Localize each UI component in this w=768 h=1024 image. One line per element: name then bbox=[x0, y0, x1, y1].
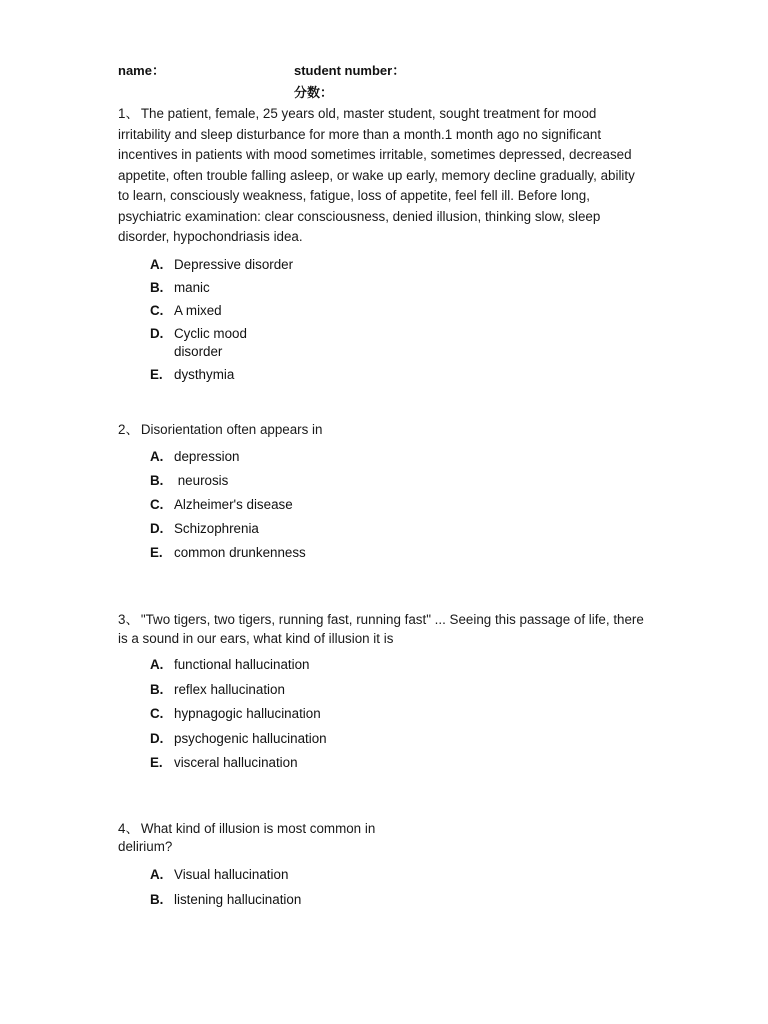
question-text: "Two tigers, two tigers, running fast, running fast" ... Seeing this passage of life, there is a sound in our ears, what kind of illusion it is bbox=[118, 612, 644, 646]
question-text: The patient, female, 25 years old, master student, sought treatment for mood irritability and sleep disturbance for more than a month.1 month ago no significant incentives in patients with mood sometimes irritable, sometimes depressed, decreased appetite, often trouble falling asleep, or wake up early, memory decline gradually, ability to learn, consciously weakness, fatigue, loss of appetite, feel fell ill. Before long, psychiatric examination: clear consciousness, denied illusion, thinking slow, sleep disorder, hypochondriasis idea. bbox=[118, 106, 635, 244]
option-letter: C. bbox=[150, 303, 164, 318]
question-2 bbox=[118, 420, 646, 441]
question-text: What kind of illusion is most common in delirium? bbox=[118, 821, 376, 854]
option-text: functional hallucination bbox=[174, 657, 310, 672]
option-text: Visual hallucination bbox=[174, 867, 289, 882]
option-text: visceral hallucination bbox=[174, 755, 298, 770]
option-b[interactable] bbox=[150, 681, 327, 699]
option-text: Schizophrenia bbox=[174, 521, 259, 536]
question-number: 2、 bbox=[118, 422, 139, 437]
option-c[interactable] bbox=[150, 302, 293, 320]
option-text: reflex hallucination bbox=[174, 681, 285, 697]
option-letter: D. bbox=[150, 730, 164, 746]
option-letter: E. bbox=[150, 755, 163, 770]
option-text: common drunkenness bbox=[174, 545, 306, 560]
option-text: psychogenic hallucination bbox=[174, 730, 327, 746]
option-letter: A. bbox=[150, 449, 164, 464]
option-b[interactable] bbox=[150, 472, 306, 490]
option-letter: A. bbox=[150, 257, 164, 272]
option-d[interactable] bbox=[150, 325, 293, 361]
question-text: Disorientation often appears in bbox=[140, 422, 323, 437]
option-a[interactable] bbox=[150, 656, 327, 674]
option-d[interactable] bbox=[150, 730, 327, 748]
option-text: dysthymia bbox=[174, 367, 235, 382]
option-letter: D. bbox=[150, 326, 164, 341]
question-3-options bbox=[150, 656, 327, 772]
option-a[interactable] bbox=[150, 866, 301, 884]
option-text: depression bbox=[174, 449, 240, 464]
score-label: 分数： bbox=[294, 85, 334, 100]
question-2-options bbox=[150, 448, 306, 562]
option-letter: B. bbox=[150, 473, 164, 488]
question-4-options bbox=[150, 866, 301, 909]
option-letter: E. bbox=[150, 367, 163, 382]
option-letter: B. bbox=[150, 892, 164, 907]
option-e[interactable] bbox=[150, 366, 293, 384]
question-1-options bbox=[150, 256, 293, 384]
option-letter: D. bbox=[150, 521, 164, 536]
option-text: Depressive disorder bbox=[174, 257, 294, 272]
option-text: manic bbox=[174, 280, 210, 295]
option-text: Alzheimer's disease bbox=[174, 497, 293, 512]
option-e[interactable] bbox=[150, 544, 306, 562]
question-number: 1、 bbox=[118, 106, 139, 121]
option-a[interactable] bbox=[150, 448, 306, 466]
option-text: A mixed bbox=[174, 303, 222, 318]
option-d[interactable] bbox=[150, 520, 306, 538]
option-b[interactable] bbox=[150, 279, 293, 297]
question-1 bbox=[118, 104, 646, 248]
option-letter: A. bbox=[150, 867, 164, 882]
question-number: 4、 bbox=[118, 821, 139, 836]
name-label: name： bbox=[118, 63, 165, 78]
option-c[interactable] bbox=[150, 705, 327, 723]
option-c[interactable] bbox=[150, 496, 306, 514]
option-letter: B. bbox=[150, 280, 164, 295]
question-4 bbox=[118, 820, 408, 856]
option-e[interactable] bbox=[150, 754, 327, 772]
option-letter: A. bbox=[150, 657, 164, 672]
option-letter: C. bbox=[150, 497, 164, 512]
option-b[interactable] bbox=[150, 891, 301, 909]
option-text: neurosis bbox=[174, 473, 229, 488]
option-text: Cyclic mood disorder bbox=[174, 326, 251, 359]
question-3 bbox=[118, 610, 646, 648]
option-text: listening hallucination bbox=[174, 892, 302, 907]
option-letter: C. bbox=[150, 706, 164, 721]
student-number-label: student number： bbox=[294, 63, 406, 78]
option-letter: E. bbox=[150, 545, 163, 560]
question-number: 3、 bbox=[118, 612, 139, 627]
option-a[interactable] bbox=[150, 256, 293, 274]
option-letter: B. bbox=[150, 681, 164, 697]
option-text: hypnagogic hallucination bbox=[174, 706, 321, 721]
